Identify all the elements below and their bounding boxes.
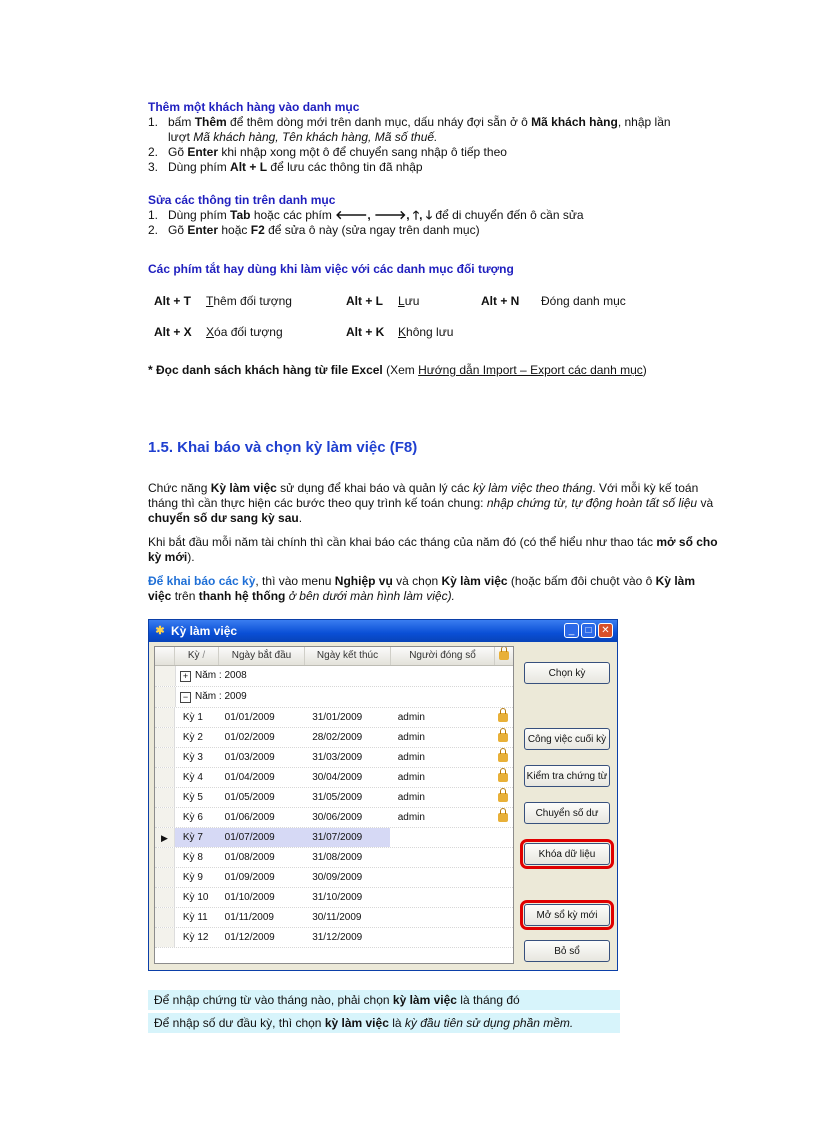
- grid-header: [155, 647, 513, 666]
- italic-text: ở bên dưới màn hình làm việc).: [285, 589, 455, 603]
- text: Dùng phím: [168, 208, 231, 222]
- table-row[interactable]: [155, 748, 513, 768]
- table-row[interactable]: [155, 888, 513, 908]
- paragraph-intro: [148, 481, 720, 526]
- header-ngay-bat-dau[interactable]: Ngày bắt đầu: [219, 647, 305, 665]
- cell-ngay-ket-thuc: 30/11/2009: [312, 912, 362, 923]
- grid-body: [155, 708, 513, 948]
- table-row[interactable]: [155, 728, 513, 748]
- table-row[interactable]: [155, 768, 513, 788]
- cell-ngay-bat-dau: 01/05/2009: [224, 792, 275, 803]
- text: để thêm dòng mới trên danh mục, dấu nháy đợi sẵn ở ô: [226, 115, 532, 129]
- sort-indicator-icon: /: [202, 650, 206, 661]
- list-item: [148, 145, 728, 160]
- cell-ngay-bat-dau: 01/10/2009: [224, 892, 275, 903]
- cell-ngay-ket-thuc: 30/09/2009: [312, 872, 363, 883]
- row-selector: [155, 728, 175, 747]
- keyword: chuyển số dư sang kỳ sau: [148, 511, 299, 525]
- keyword: Tab: [230, 208, 251, 222]
- cell-nguoi-dong-so: admin: [397, 752, 425, 763]
- import-export-link[interactable]: Hướng dẫn Import – Export các danh mục: [418, 363, 643, 377]
- cell-ngay-bat-dau: 01/06/2009: [224, 812, 275, 823]
- header-lock[interactable]: [495, 647, 513, 665]
- keyword: Enter: [187, 223, 219, 237]
- row-selector: [155, 908, 175, 927]
- row-selector: [155, 928, 175, 947]
- shortcut-row-2: [154, 324, 538, 340]
- group-label: Năm : 2009: [195, 691, 247, 702]
- row-selector: [155, 708, 175, 727]
- group-row-2009[interactable]: [155, 687, 513, 708]
- header-selector: [155, 647, 175, 665]
- cell-lock[interactable]: [493, 888, 513, 907]
- cell-ngay-ket-thuc: 31/01/2009: [312, 712, 363, 723]
- keyword: Kỳ làm việc: [148, 574, 695, 603]
- cell-ngay-bat-dau: 01/11/2009: [224, 912, 274, 923]
- keyword: Nghiệp vụ: [334, 574, 393, 588]
- chuyen-so-du-button[interactable]: Chuyển số dư: [524, 802, 610, 824]
- row-selector: [155, 687, 176, 707]
- table-row[interactable]: [155, 828, 513, 848]
- cell-ngay-bat-dau: 01/08/2009: [224, 852, 275, 863]
- shortcut-key: Alt + N: [481, 294, 520, 308]
- cell-ngay-bat-dau: 01/02/2009: [224, 732, 275, 743]
- step-number: 3.: [148, 160, 159, 174]
- cell-ky: Kỳ 3: [182, 752, 203, 763]
- lock-icon: [498, 713, 508, 722]
- row-selector: [155, 868, 175, 887]
- cell-nguoi-dong-so: [390, 848, 493, 867]
- cell-ky: Kỳ 7: [175, 828, 219, 847]
- cell-ngay-ket-thuc: 30/06/2009: [312, 812, 363, 823]
- cell-nguoi-dong-so: [390, 928, 493, 947]
- cell-nguoi-dong-so: [390, 828, 493, 847]
- step-number: 2.: [148, 223, 159, 237]
- minimize-icon[interactable]: _: [564, 623, 579, 638]
- text: Dùng phím: [168, 160, 231, 174]
- cell-ky: Kỳ 11: [182, 912, 208, 923]
- cell-nguoi-dong-so: admin: [397, 792, 425, 803]
- text: . Với mỗi kỳ kế toán tháng thì cần thực hiện các bước theo quy trình kế toán chung:: [148, 481, 699, 510]
- keyword: Thêm: [194, 115, 227, 129]
- table-row[interactable]: [155, 868, 513, 888]
- text: và: [697, 496, 714, 510]
- shortcut-key: Alt + T: [154, 294, 192, 308]
- period-grid: [154, 646, 514, 964]
- text: (Xem: [382, 363, 419, 377]
- shortcut-key: Alt + K: [346, 325, 385, 339]
- note-2: [148, 1013, 620, 1033]
- cell-lock[interactable]: [493, 788, 513, 807]
- text: (hoặc bấm đôi chuột vào ô: [507, 574, 656, 588]
- cell-lock[interactable]: [493, 928, 513, 947]
- shortcut-desc: hông lưu: [406, 325, 454, 339]
- shortcut-desc: óa đối tượng: [214, 325, 283, 339]
- row-selector: [155, 768, 175, 787]
- text: là: [388, 1016, 405, 1030]
- cell-ngay-ket-thuc: 31/08/2009: [312, 852, 363, 863]
- text: ).: [187, 550, 195, 564]
- text: , thì vào menu: [255, 574, 335, 588]
- list-item: [148, 160, 728, 175]
- window-title: Kỳ làm việc: [171, 624, 238, 638]
- italic-text: Mã khách hàng, Tên khách hàng, Mã số thuế.: [193, 130, 438, 144]
- text: Gõ: [168, 223, 188, 237]
- cell-ky: Kỳ 10: [182, 892, 209, 903]
- lock-icon: [499, 651, 509, 660]
- header-label: Kỳ: [187, 650, 200, 661]
- text: Chức năng: [148, 481, 211, 495]
- step-number: 1.: [148, 115, 159, 129]
- row-selector: [155, 888, 175, 907]
- window-titlebar[interactable]: [149, 620, 617, 642]
- keyword: kỳ làm việc: [324, 1016, 389, 1030]
- text: để sửa ô này (sửa ngay trên danh mục): [264, 223, 480, 237]
- italic-text: nhập chứng từ, tự động hoàn tất số liệu: [486, 496, 698, 510]
- text: hoặc các phím: [250, 208, 336, 222]
- cell-ky: Kỳ 6: [182, 812, 203, 823]
- step-number: 1.: [148, 208, 159, 222]
- cell-lock[interactable]: [493, 808, 513, 827]
- bo-so-button[interactable]: Bỏ sổ: [524, 940, 610, 962]
- cell-ky: Kỳ 4: [182, 772, 203, 783]
- italic-text: kỳ làm việc theo tháng: [472, 481, 593, 495]
- lock-icon: [498, 773, 508, 782]
- mnemonic: T: [206, 294, 214, 308]
- table-row[interactable]: [155, 848, 513, 868]
- cell-ngay-bat-dau: 01/09/2009: [224, 872, 275, 883]
- heading-edit-info: Sửa các thông tin trên danh mục: [148, 193, 336, 207]
- row-selector: [155, 808, 175, 827]
- paragraph-how-to: [148, 574, 720, 604]
- text: để di chuyển đến ô cần sửa: [432, 208, 584, 222]
- list-item: [148, 223, 728, 238]
- row-selector: [155, 748, 175, 767]
- text: ): [642, 363, 647, 377]
- keyword: mở sổ cho kỳ mới: [148, 535, 718, 564]
- cell-nguoi-dong-so: [390, 868, 493, 887]
- step-number: 2.: [148, 145, 159, 159]
- chon-ky-button[interactable]: Chọn kỳ: [524, 662, 610, 684]
- edit-steps-list: [148, 208, 728, 238]
- lock-icon: [498, 813, 508, 822]
- text: Khi bắt đầu mỗi năm tài chính thì cần khai báo các tháng của năm đó (có thể hiểu như thao tác: [148, 535, 657, 549]
- shortcut-desc: danh mục: [569, 294, 626, 308]
- keyword: Kỳ làm việc: [441, 574, 508, 588]
- text: bấm: [168, 115, 195, 129]
- collapse-icon[interactable]: −: [180, 692, 191, 703]
- keyword: Mã khách hàng: [531, 115, 618, 129]
- list-item: [148, 115, 728, 145]
- shortcut-desc: ưu: [404, 294, 420, 308]
- italic-text: kỳ đầu tiên sử dụng phần mềm.: [404, 1016, 574, 1030]
- cell-lock[interactable]: [493, 828, 513, 847]
- shortcut-row-1: [154, 293, 681, 309]
- lock-icon: [498, 793, 508, 802]
- shortcut-key: Alt + L: [346, 294, 384, 308]
- cell-lock[interactable]: [493, 708, 513, 727]
- cell-nguoi-dong-so: [390, 908, 493, 927]
- cell-nguoi-dong-so: admin: [397, 812, 425, 823]
- mnemonic: g: [563, 294, 570, 308]
- header-ngay-ket-thuc[interactable]: Ngày kết thúc: [305, 647, 391, 665]
- cell-nguoi-dong-so: [390, 888, 493, 907]
- keyword: Enter: [187, 145, 219, 159]
- mnemonic: L: [398, 294, 405, 308]
- shortcut-desc: Đón: [541, 294, 564, 308]
- cell-ngay-ket-thuc: 30/04/2009: [312, 772, 363, 783]
- cell-nguoi-dong-so: admin: [397, 772, 425, 783]
- text: Để nhập số dư đầu kỳ, thì chọn: [154, 1016, 325, 1030]
- cell-lock[interactable]: [493, 748, 513, 767]
- cell-ngay-bat-dau: 01/12/2009: [224, 932, 275, 943]
- list-item: [148, 208, 728, 223]
- text: hoặc: [218, 223, 251, 237]
- heading-shortcuts: Các phím tắt hay dùng khi làm việc với các danh mục đối tượng: [148, 262, 514, 276]
- cell-ky: Kỳ 12: [182, 932, 209, 943]
- text: khi nhập xong một ô để chuyển sang nhập ô tiếp theo: [218, 145, 507, 159]
- keyword: Alt + L: [230, 160, 268, 174]
- window-controls: [564, 623, 613, 638]
- table-row[interactable]: [155, 788, 513, 808]
- ky-lam-viec-window: [148, 619, 618, 971]
- text: Gõ: [168, 145, 188, 159]
- header-nguoi-dong-so[interactable]: Người đóng sổ: [391, 647, 495, 665]
- text: và chọn: [392, 574, 442, 588]
- cell-lock[interactable]: [493, 768, 513, 787]
- text: .: [298, 511, 303, 525]
- cell-lock[interactable]: [493, 908, 513, 927]
- keyword: thanh hệ thống: [198, 589, 286, 603]
- cell-lock[interactable]: [493, 848, 513, 867]
- table-row[interactable]: [155, 908, 513, 928]
- cell-ngay-ket-thuc: 31/10/2009: [312, 892, 363, 903]
- khoa-du-lieu-button[interactable]: Khóa dữ liệu: [524, 843, 610, 865]
- section-title: 1.5. Khai báo và chọn kỳ làm việc (F8): [148, 439, 418, 456]
- kiem-tra-chung-tu-button[interactable]: Kiểm tra chứng từ: [524, 765, 610, 787]
- text: để lưu các thông tin đã nhập: [267, 160, 423, 174]
- expand-icon[interactable]: +: [180, 671, 191, 682]
- cell-ngay-ket-thuc: 31/12/2009: [312, 932, 363, 943]
- cell-lock[interactable]: [493, 868, 513, 887]
- note-1: [148, 990, 620, 1010]
- add-steps-list: [148, 115, 728, 175]
- text: , nhập lần: [617, 115, 671, 129]
- cell-lock[interactable]: [493, 728, 513, 747]
- cong-viec-cuoi-ky-button[interactable]: Công việc cuối kỳ: [524, 728, 610, 750]
- cell-ngay-bat-dau: 01/01/2009: [224, 712, 275, 723]
- app-icon: ✱: [155, 625, 165, 637]
- text: Để nhập chứng từ vào tháng nào, phải chọn: [154, 993, 393, 1007]
- row-selector: ▶: [155, 828, 175, 847]
- close-icon[interactable]: ✕: [598, 623, 613, 638]
- cell-ngay-bat-dau: 01/07/2009: [219, 828, 305, 847]
- cell-ngay-bat-dau: 01/04/2009: [224, 772, 275, 783]
- cell-ky: Kỳ 2: [182, 732, 203, 743]
- excel-note-bold: * Đọc danh sách khách hàng từ file Excel: [148, 363, 383, 377]
- cell-ky: Kỳ 8: [182, 852, 203, 863]
- paragraph-new-year: [148, 535, 720, 565]
- cell-ky: Kỳ 5: [182, 792, 203, 803]
- cell-ngay-ket-thuc: 31/03/2009: [312, 752, 363, 763]
- keyword: F2: [250, 223, 265, 237]
- text: lượt: [168, 130, 194, 144]
- cell-nguoi-dong-so: admin: [397, 732, 425, 743]
- cell-ngay-ket-thuc: 31/07/2009: [304, 828, 390, 847]
- cell-ky: Kỳ 9: [182, 872, 203, 883]
- cell-ngay-ket-thuc: 28/02/2009: [312, 732, 363, 743]
- shortcut-key: Alt + X: [154, 325, 192, 339]
- group-label: Năm : 2008: [195, 670, 247, 681]
- cell-ngay-ket-thuc: 31/05/2009: [312, 792, 363, 803]
- heading-add-customer: Thêm một khách hàng vào danh mục: [148, 100, 360, 114]
- excel-note: [148, 363, 647, 378]
- lock-icon: [498, 733, 508, 742]
- keyword-blue: Để khai báo các kỳ: [148, 574, 256, 588]
- cell-nguoi-dong-so: admin: [397, 712, 425, 723]
- keyword: kỳ làm việc: [392, 993, 457, 1007]
- maximize-icon[interactable]: □: [581, 623, 596, 638]
- cell-ky: Kỳ 1: [182, 712, 203, 723]
- table-row[interactable]: [155, 708, 513, 728]
- mo-so-ky-moi-button[interactable]: Mở sổ kỳ mới: [524, 904, 610, 926]
- table-row[interactable]: [155, 928, 513, 948]
- shortcut-desc: hêm đối tượng: [213, 294, 292, 308]
- keyword: Kỳ làm việc: [210, 481, 277, 495]
- row-selector: [155, 788, 175, 807]
- text: trên: [171, 589, 199, 603]
- arrow-keys-icon: 🡐, 🡒, 🡑, 🡓: [335, 208, 433, 222]
- header-ky[interactable]: [175, 647, 219, 665]
- lock-icon: [498, 753, 508, 762]
- group-row-2008[interactable]: [155, 666, 513, 687]
- cell-ngay-bat-dau: 01/03/2009: [224, 752, 275, 763]
- row-selector: [155, 848, 175, 867]
- text: là tháng đó: [456, 993, 520, 1007]
- mnemonic: K: [398, 325, 407, 339]
- table-row[interactable]: [155, 808, 513, 828]
- mnemonic: X: [206, 325, 215, 339]
- row-selector: [155, 666, 176, 686]
- text: sử dụng để khai báo và quản lý các: [276, 481, 473, 495]
